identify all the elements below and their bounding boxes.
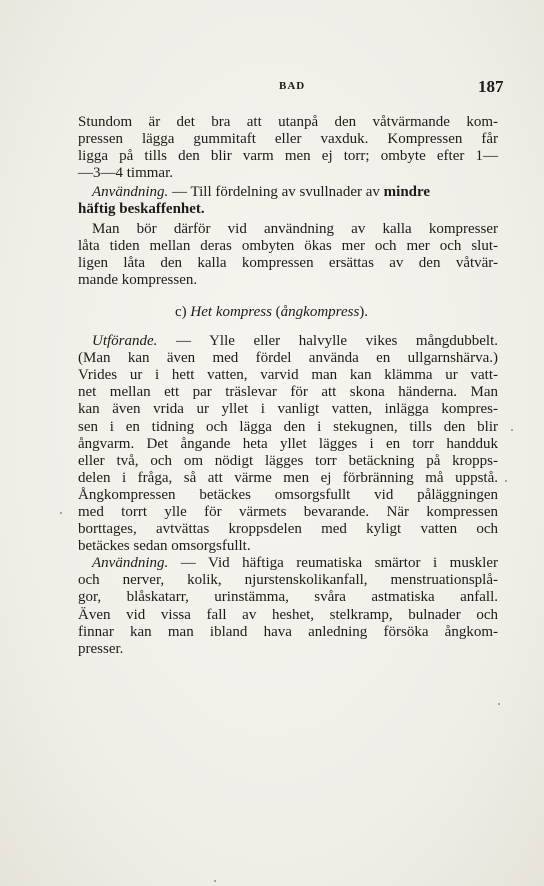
text-line: häftig beskaffenhet. xyxy=(78,201,205,218)
text-line: Vrides ur i hett vatten, varvid man kan klämma ur vatt- xyxy=(78,367,498,384)
procedure-text: — Ylle eller halvylle vikes mångdubbelt. xyxy=(157,333,498,350)
section-heading: c) Het kompress (ångkompress). xyxy=(175,303,369,320)
section-prefix: c) xyxy=(175,303,191,320)
usage-line xyxy=(78,184,498,201)
usage-text: — Till fördelning av svullnader av xyxy=(168,184,384,201)
section-subtitle: ångkompress xyxy=(280,303,360,320)
text-line: betäckes sedan omsorgsfullt. xyxy=(78,538,251,555)
text-line: eller två, och om nödigt lägges torr betäckning på kropps- xyxy=(78,452,498,469)
paper-speck xyxy=(505,480,507,482)
text-line: Stundom är det bra att utanpå den våtvärmande kom- xyxy=(78,114,498,130)
text-line: sen i en tidning och lägga den i stekugnen, tills den blir xyxy=(78,418,498,435)
running-head: BAD xyxy=(279,80,306,92)
usage-line xyxy=(78,555,498,572)
text-line: gor, blåskatarr, urinstämma, svåra astmatiska anfall. xyxy=(78,589,498,606)
paper-speck xyxy=(498,703,500,705)
text-line: pressen lägga gummitaft eller vaxduk. Kompressen får xyxy=(78,131,498,148)
usage-text-bold: mindre xyxy=(383,184,431,201)
paper-speck xyxy=(214,880,216,882)
text-line: mande kompressen. xyxy=(78,271,198,288)
page-number: 187 xyxy=(478,77,504,96)
body-text xyxy=(78,114,498,658)
text-line: Ångkompressen betäckes omsorgsfullt vid påläggningen xyxy=(78,486,498,503)
procedure-line xyxy=(78,333,498,350)
text-line: med torrt ylle för värmets bevarande. När kompressen xyxy=(78,503,498,520)
text-line: (Man kan även med fördel använda en ullgarnshärva.) xyxy=(78,350,498,367)
text-line: och nerver, kolik, njurstenskolikanfall, menstruationsplå- xyxy=(78,572,498,589)
text-line: net mellan ett par träslevar för att skona händerna. Man xyxy=(78,384,498,401)
usage-label: Användning. xyxy=(92,555,169,572)
text-line: ligen låta den kalla kompressen ersättas av den våtvär- xyxy=(78,254,498,271)
text-line: finnar kan man ibland hava anledning försöka ångkom- xyxy=(78,623,498,640)
text-line: presser. xyxy=(78,640,124,657)
text-line: —3—4 timmar. xyxy=(78,165,173,182)
text-line: Även vid vissa fall av heshet, stelkramp, bulnader och xyxy=(78,606,498,623)
text-line: delen i fråga, så att värme men ej förbränning må uppstå. xyxy=(78,469,498,486)
paper-speck xyxy=(60,512,62,514)
text-line: låta tiden mellan deras ombyten ökas mer och mer och slut- xyxy=(78,237,498,254)
section-title: Het kompress xyxy=(190,303,272,320)
paper-speck xyxy=(511,429,513,431)
page-header xyxy=(0,77,544,101)
usage-label: Användning. xyxy=(92,184,169,201)
text-line: borttages, avtvättas kroppsdelen med kyligt vatten och xyxy=(78,521,498,538)
text-line: kan även vrida ur yllet i vanligt vatten, inlägga kompres- xyxy=(78,401,498,418)
procedure-label: Utförande. xyxy=(92,333,158,350)
text-line: ligga på tills den blir varm men ej torr; ombyte efter 1— xyxy=(78,148,498,165)
usage-text: — Vid häftiga reumatiska smärtor i muskler xyxy=(168,555,498,572)
text-line: ångvarm. Det ångande heta yllet lägges i en torr handduk xyxy=(78,435,498,452)
text-line: Man bör därför vid användning av kalla kompresser xyxy=(92,220,498,237)
